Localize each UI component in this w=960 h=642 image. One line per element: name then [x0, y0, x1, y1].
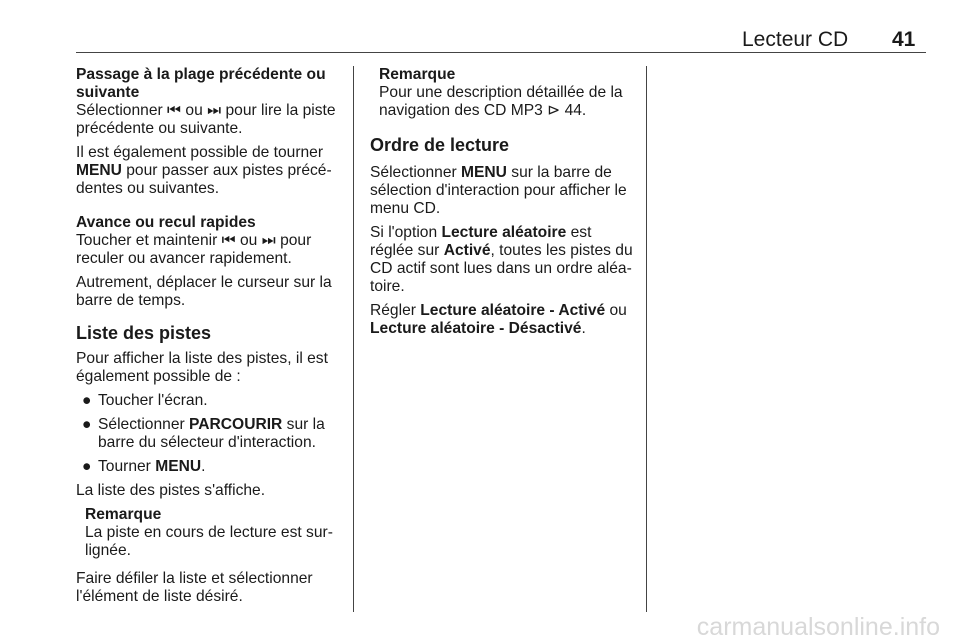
next-track-icon: ⏭ [261, 232, 276, 249]
column-divider-right [646, 66, 647, 612]
section-title-track-skip: Passage à la plage précédente ou suivante [76, 66, 326, 101]
bullet-icon: ● [82, 416, 92, 433]
text: Sélectionner [98, 416, 190, 433]
paragraph [370, 164, 634, 218]
note-box [370, 66, 634, 120]
bullet-icon: ● [82, 458, 92, 475]
column-divider [353, 66, 354, 612]
header-rule [76, 52, 926, 53]
section-title-fast-seek: Avance ou recul rapides [76, 214, 256, 231]
text: pour reculer ou avancer rapidement. [76, 232, 312, 267]
menu-keyword: MENU [76, 162, 122, 179]
random-play-keyword: Lecture aléatoire [441, 224, 567, 241]
right-column [370, 66, 634, 338]
text: Pour une description détaillée de la navigation des CD MP3 [379, 84, 623, 119]
paragraph [76, 144, 344, 198]
browse-keyword: PARCOURIR [189, 416, 283, 433]
random-play-on-keyword: Lecture aléatoire - Activé [420, 302, 606, 319]
text: , toutes les pistes du CD actif sont lues dans un ordre aléa‐toire. [370, 242, 633, 295]
paragraph [76, 232, 344, 268]
paragraph: Pour afficher la liste des pistes, il est également possible de : [76, 350, 328, 385]
bullet-icon: ● [82, 392, 92, 409]
text: 44. [560, 102, 587, 119]
text: sur la barre de sélection d'interaction pour afficher le menu CD. [370, 164, 627, 217]
menu-keyword: MENU [155, 458, 202, 475]
list-item [76, 458, 344, 476]
paragraph [370, 224, 634, 296]
text: . [201, 458, 206, 475]
paragraph: Autrement, déplacer le curseur sur la barre de temps. [76, 274, 332, 309]
text: . [581, 320, 586, 337]
page-reference-icon: ⊳ [547, 102, 561, 119]
page-title: Lecteur CD [742, 28, 849, 51]
text: Sélectionner [76, 102, 168, 119]
text: ou [235, 232, 262, 249]
note-text: La piste en cours de lecture est sur‐lignée. [85, 524, 333, 559]
paragraph: Faire défiler la liste et sélectionner l'élément de liste désiré. [76, 570, 313, 605]
random-play-off-keyword: Lecture aléatoire - Désactivé [370, 320, 582, 337]
note-box [76, 506, 344, 560]
heading-play-order: Ordre de lecture [370, 135, 510, 155]
text: Sélectionner [370, 164, 462, 181]
text: Toucher et maintenir [76, 232, 222, 249]
left-column [76, 66, 344, 606]
text: Si l'option [370, 224, 442, 241]
text: Toucher l'écran. [98, 392, 208, 409]
list-item [76, 392, 344, 410]
text: sur la barre du sélecteur d'interaction. [98, 416, 325, 451]
note-text [379, 84, 634, 120]
note-title: Remarque [85, 506, 162, 523]
previous-track-icon: ⏮ [221, 232, 236, 249]
text: Il est également possible de tourner [76, 144, 324, 161]
note-title: Remarque [379, 66, 456, 83]
text: est réglée sur [370, 224, 592, 259]
text: ou [181, 102, 208, 119]
paragraph [76, 102, 344, 138]
bullet-list [76, 392, 344, 476]
previous-track-icon: ⏮ [167, 102, 182, 119]
text: ou [605, 302, 627, 319]
page-number: 41 [892, 28, 916, 51]
menu-keyword: MENU [461, 164, 507, 181]
text: Régler [370, 302, 421, 319]
paragraph [370, 302, 634, 338]
paragraph: La liste des pistes s'affiche. [76, 482, 266, 499]
enabled-keyword: Activé [443, 242, 491, 259]
text: pour passer aux pistes précé‐dentes ou suivantes. [76, 162, 332, 197]
text: pour lire la piste précédente ou suivante. [76, 102, 336, 137]
heading-track-list: Liste des pistes [76, 323, 212, 343]
watermark: carmanualsonline.info [696, 613, 940, 641]
list-item [76, 416, 344, 452]
text: Tourner [98, 458, 156, 475]
next-track-icon: ⏭ [207, 102, 222, 119]
